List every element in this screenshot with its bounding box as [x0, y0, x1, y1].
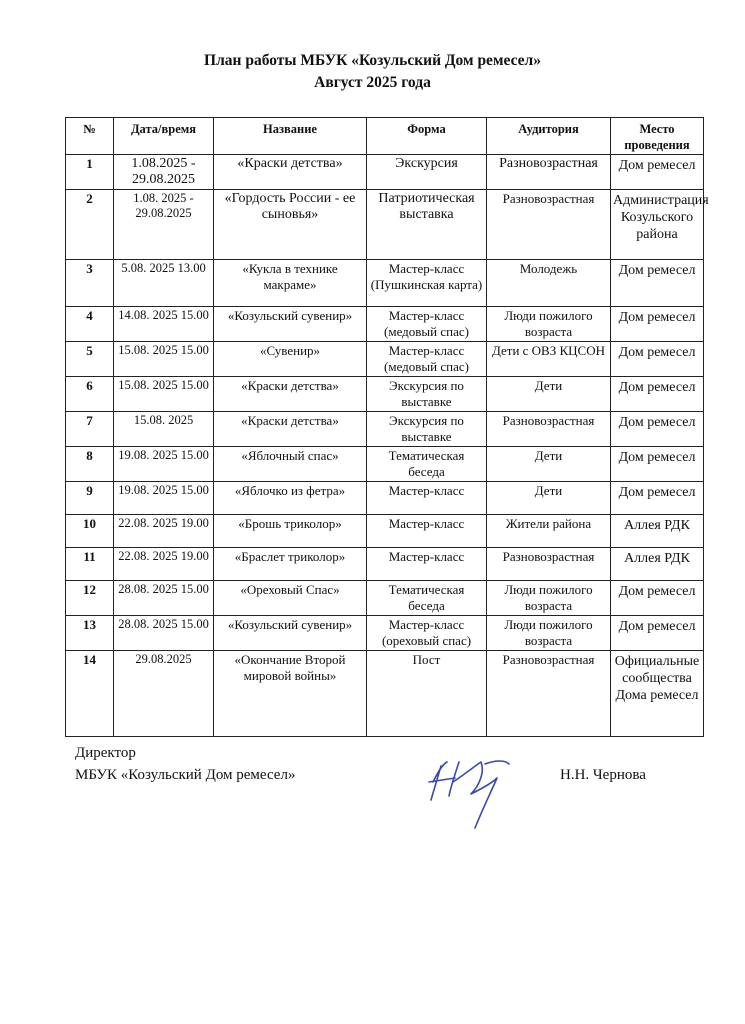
row-place: Дом ремесел: [611, 342, 704, 377]
row-number: 4: [66, 307, 114, 342]
table-row: [66, 260, 704, 307]
row-audience: Разновозрастная: [487, 190, 611, 260]
column-header-place: Место проведения: [611, 118, 704, 155]
row-form: Пост: [367, 651, 487, 737]
table-header-row: [66, 118, 704, 155]
table-row: [66, 548, 704, 581]
row-name: «Краски детства»: [214, 412, 367, 447]
row-audience: Дети с ОВЗ КЦСОН: [487, 342, 611, 377]
table-row: [66, 482, 704, 515]
column-header-audience: Аудитория: [487, 118, 611, 155]
row-audience: Люди пожилого возраста: [487, 307, 611, 342]
director-name: Н.Н. Чернова: [560, 767, 646, 783]
table-row: [66, 581, 704, 616]
row-date: 28.08. 2025 15.00: [114, 616, 214, 651]
row-form: Мастер-класс: [367, 482, 487, 515]
row-audience: Люди пожилого возраста: [487, 616, 611, 651]
row-name: «Краски детства»: [214, 155, 367, 190]
table-row: [66, 616, 704, 651]
row-audience: Дети: [487, 482, 611, 515]
column-header-name: Название: [214, 118, 367, 155]
row-name: «Краски детства»: [214, 377, 367, 412]
table-row: [66, 412, 704, 447]
row-date: 14.08. 2025 15.00: [114, 307, 214, 342]
row-name: «Сувенир»: [214, 342, 367, 377]
row-date: 15.08. 2025 15.00: [114, 342, 214, 377]
signature-block: [75, 742, 295, 786]
row-audience: Люди пожилого возраста: [487, 581, 611, 616]
column-header-date: Дата/время: [114, 118, 214, 155]
row-audience: Разновозрастная: [487, 548, 611, 581]
row-audience: Жители района: [487, 515, 611, 548]
row-name: «Кукла в технике макраме»: [214, 260, 367, 307]
row-date: 22.08. 2025 19.00: [114, 515, 214, 548]
row-place: Дом ремесел: [611, 482, 704, 515]
row-number: 3: [66, 260, 114, 307]
row-place: Дом ремесел: [611, 260, 704, 307]
row-name: «Браслет триколор»: [214, 548, 367, 581]
row-audience: Разновозрастная: [487, 651, 611, 737]
row-place: Аллея РДК: [611, 548, 704, 581]
row-form: Экскурсия по выставке: [367, 412, 487, 447]
table-row: [66, 651, 704, 737]
document-title: План работы МБУК «Козульский Дом ремесел»: [204, 52, 541, 69]
row-number: 12: [66, 581, 114, 616]
row-audience: Разновозрастная: [487, 412, 611, 447]
row-name: «Яблочный спас»: [214, 447, 367, 482]
row-form: Мастер-класс (медовый спас): [367, 307, 487, 342]
column-header-number: №: [66, 118, 114, 155]
row-form: Экскурсия: [367, 155, 487, 190]
row-place: Администрация Козульского района: [611, 190, 704, 260]
row-form: Мастер-класс (Пушкинская карта): [367, 260, 487, 307]
document-subtitle: Август 2025 года: [314, 74, 431, 91]
organization-name: МБУК «Козульский Дом ремесел»: [75, 767, 296, 783]
plan-table: [65, 117, 709, 737]
row-form: Тематическая беседа: [367, 581, 487, 616]
row-date: 29.08.2025: [114, 651, 214, 737]
row-number: 2: [66, 190, 114, 260]
row-date: 1.08.2025 - 29.08.2025: [114, 155, 214, 190]
row-form: Мастер-класс: [367, 548, 487, 581]
row-number: 8: [66, 447, 114, 482]
table-row: [66, 515, 704, 548]
row-audience: Разновозрастная: [487, 155, 611, 190]
row-date: 5.08. 2025 13.00: [114, 260, 214, 307]
handwritten-signature: [425, 752, 535, 834]
row-date: 28.08. 2025 15.00: [114, 581, 214, 616]
row-audience: Дети: [487, 377, 611, 412]
row-form: Мастер-класс (ореховый спас): [367, 616, 487, 651]
row-place: Дом ремесел: [611, 155, 704, 190]
row-form: Мастер-класс: [367, 515, 487, 548]
column-header-form: Форма: [367, 118, 487, 155]
row-form: Мастер-класс (медовый спас): [367, 342, 487, 377]
row-place: Дом ремесел: [611, 412, 704, 447]
table-row: [66, 377, 704, 412]
row-name: «Брошь триколор»: [214, 515, 367, 548]
row-date: 19.08. 2025 15.00: [114, 482, 214, 515]
row-date: 15.08. 2025: [114, 412, 214, 447]
table-row: [66, 307, 704, 342]
table-row: [66, 447, 704, 482]
row-name: «Козульский сувенир»: [214, 307, 367, 342]
row-audience: Молодежь: [487, 260, 611, 307]
row-number: 14: [66, 651, 114, 737]
director-position: Директор: [75, 745, 136, 761]
row-place: Дом ремесел: [611, 616, 704, 651]
row-name: «Ореховый Спас»: [214, 581, 367, 616]
row-name: «Козульский сувенир»: [214, 616, 367, 651]
table-row: [66, 342, 704, 377]
document-title-block: [0, 50, 745, 94]
table-row: [66, 190, 704, 260]
row-place: Официальные сообщества Дома ремесел: [611, 651, 704, 737]
row-number: 11: [66, 548, 114, 581]
row-name: «Яблочко из фетра»: [214, 482, 367, 515]
row-audience: Дети: [487, 447, 611, 482]
row-date: 15.08. 2025 15.00: [114, 377, 214, 412]
row-date: 22.08. 2025 19.00: [114, 548, 214, 581]
row-number: 10: [66, 515, 114, 548]
row-name: «Окончание Второй мировой войны»: [214, 651, 367, 737]
row-name: «Гордость России - ее сыновья»: [214, 190, 367, 260]
row-place: Дом ремесел: [611, 581, 704, 616]
row-number: 5: [66, 342, 114, 377]
row-date: 19.08. 2025 15.00: [114, 447, 214, 482]
row-number: 1: [66, 155, 114, 190]
row-date: 1.08. 2025 - 29.08.2025: [114, 190, 214, 260]
row-number: 9: [66, 482, 114, 515]
row-form: Экскурсия по выставке: [367, 377, 487, 412]
row-place: Дом ремесел: [611, 377, 704, 412]
row-number: 13: [66, 616, 114, 651]
row-form: Тематическая беседа: [367, 447, 487, 482]
table-row: [66, 155, 704, 190]
row-place: Дом ремесел: [611, 447, 704, 482]
row-number: 7: [66, 412, 114, 447]
row-number: 6: [66, 377, 114, 412]
row-form: Патриотическая выставка: [367, 190, 487, 260]
row-place: Дом ремесел: [611, 307, 704, 342]
row-place: Аллея РДК: [611, 515, 704, 548]
